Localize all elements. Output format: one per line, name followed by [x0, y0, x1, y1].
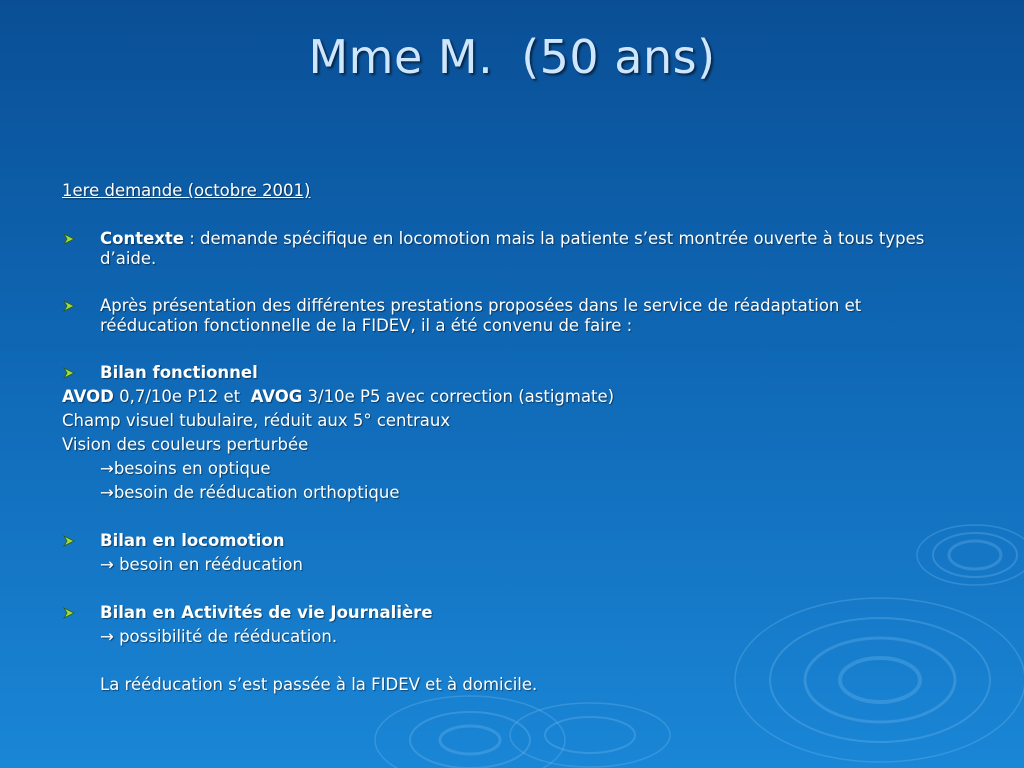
contexte-label: Contexte [100, 229, 184, 248]
slide-title [0, 30, 1024, 84]
color-vision-line: Vision des couleurs perturbée [62, 435, 309, 454]
bilan-fonctionnel-label: Bilan fonctionnel [100, 363, 258, 382]
avog-label: AVOG [250, 387, 303, 406]
bilan-locomotion-label: Bilan en locomotion [100, 531, 285, 550]
need-optics-line [100, 459, 271, 479]
arrow-bullet-icon [62, 232, 76, 246]
visual-field-line: Champ visuel tubulaire, réduit aux 5° centraux [62, 411, 451, 430]
need-optics-text: besoins en optique [113, 459, 271, 478]
avj-possibility-line [100, 627, 337, 647]
avod-label: AVOD [62, 387, 114, 406]
conclusion-line: La rééducation s’est passée à la FIDEV et à domicile. [100, 675, 538, 694]
avod-value: 0,7/10e P12 et [113, 387, 251, 406]
right-arrow-icon: → [100, 459, 114, 478]
need-orthoptics-text: besoin de rééducation orthoptique [113, 483, 400, 502]
right-arrow-icon: → [100, 483, 114, 502]
avj-possibility-text: possibilité de rééducation. [113, 627, 338, 646]
arrow-bullet-icon [62, 534, 76, 548]
need-orthoptics-line [100, 483, 400, 503]
request-heading: 1ere demande (octobre 2001) [62, 181, 311, 200]
locomotion-need-text: besoin en rééducation [113, 555, 303, 574]
contexte-text [100, 229, 942, 269]
avog-value: 3/10e P5 avec correction (astigmate) [302, 387, 615, 406]
apres-text: Après présentation des différentes prestations proposées dans le service de réadaptation et rééducation fonctionnelle de la FIDEV, il a été convenu de faire : [100, 296, 862, 335]
arrow-bullet-icon [62, 606, 76, 620]
acuity-line [62, 387, 614, 407]
arrow-bullet-icon [62, 366, 76, 380]
right-arrow-icon: → [100, 627, 114, 646]
title-age: (50 ans) [521, 30, 716, 84]
title-name: Mme M. [308, 30, 494, 84]
arrow-bullet-icon [62, 299, 76, 313]
bilan-avj-label: Bilan en Activités de vie Journalière [100, 603, 433, 622]
right-arrow-icon: → [100, 555, 114, 574]
contexte-description: : demande spécifique en locomotion mais la patiente s’est montrée ouverte à tous types d’aide. [100, 229, 925, 268]
locomotion-need-line [100, 555, 303, 575]
